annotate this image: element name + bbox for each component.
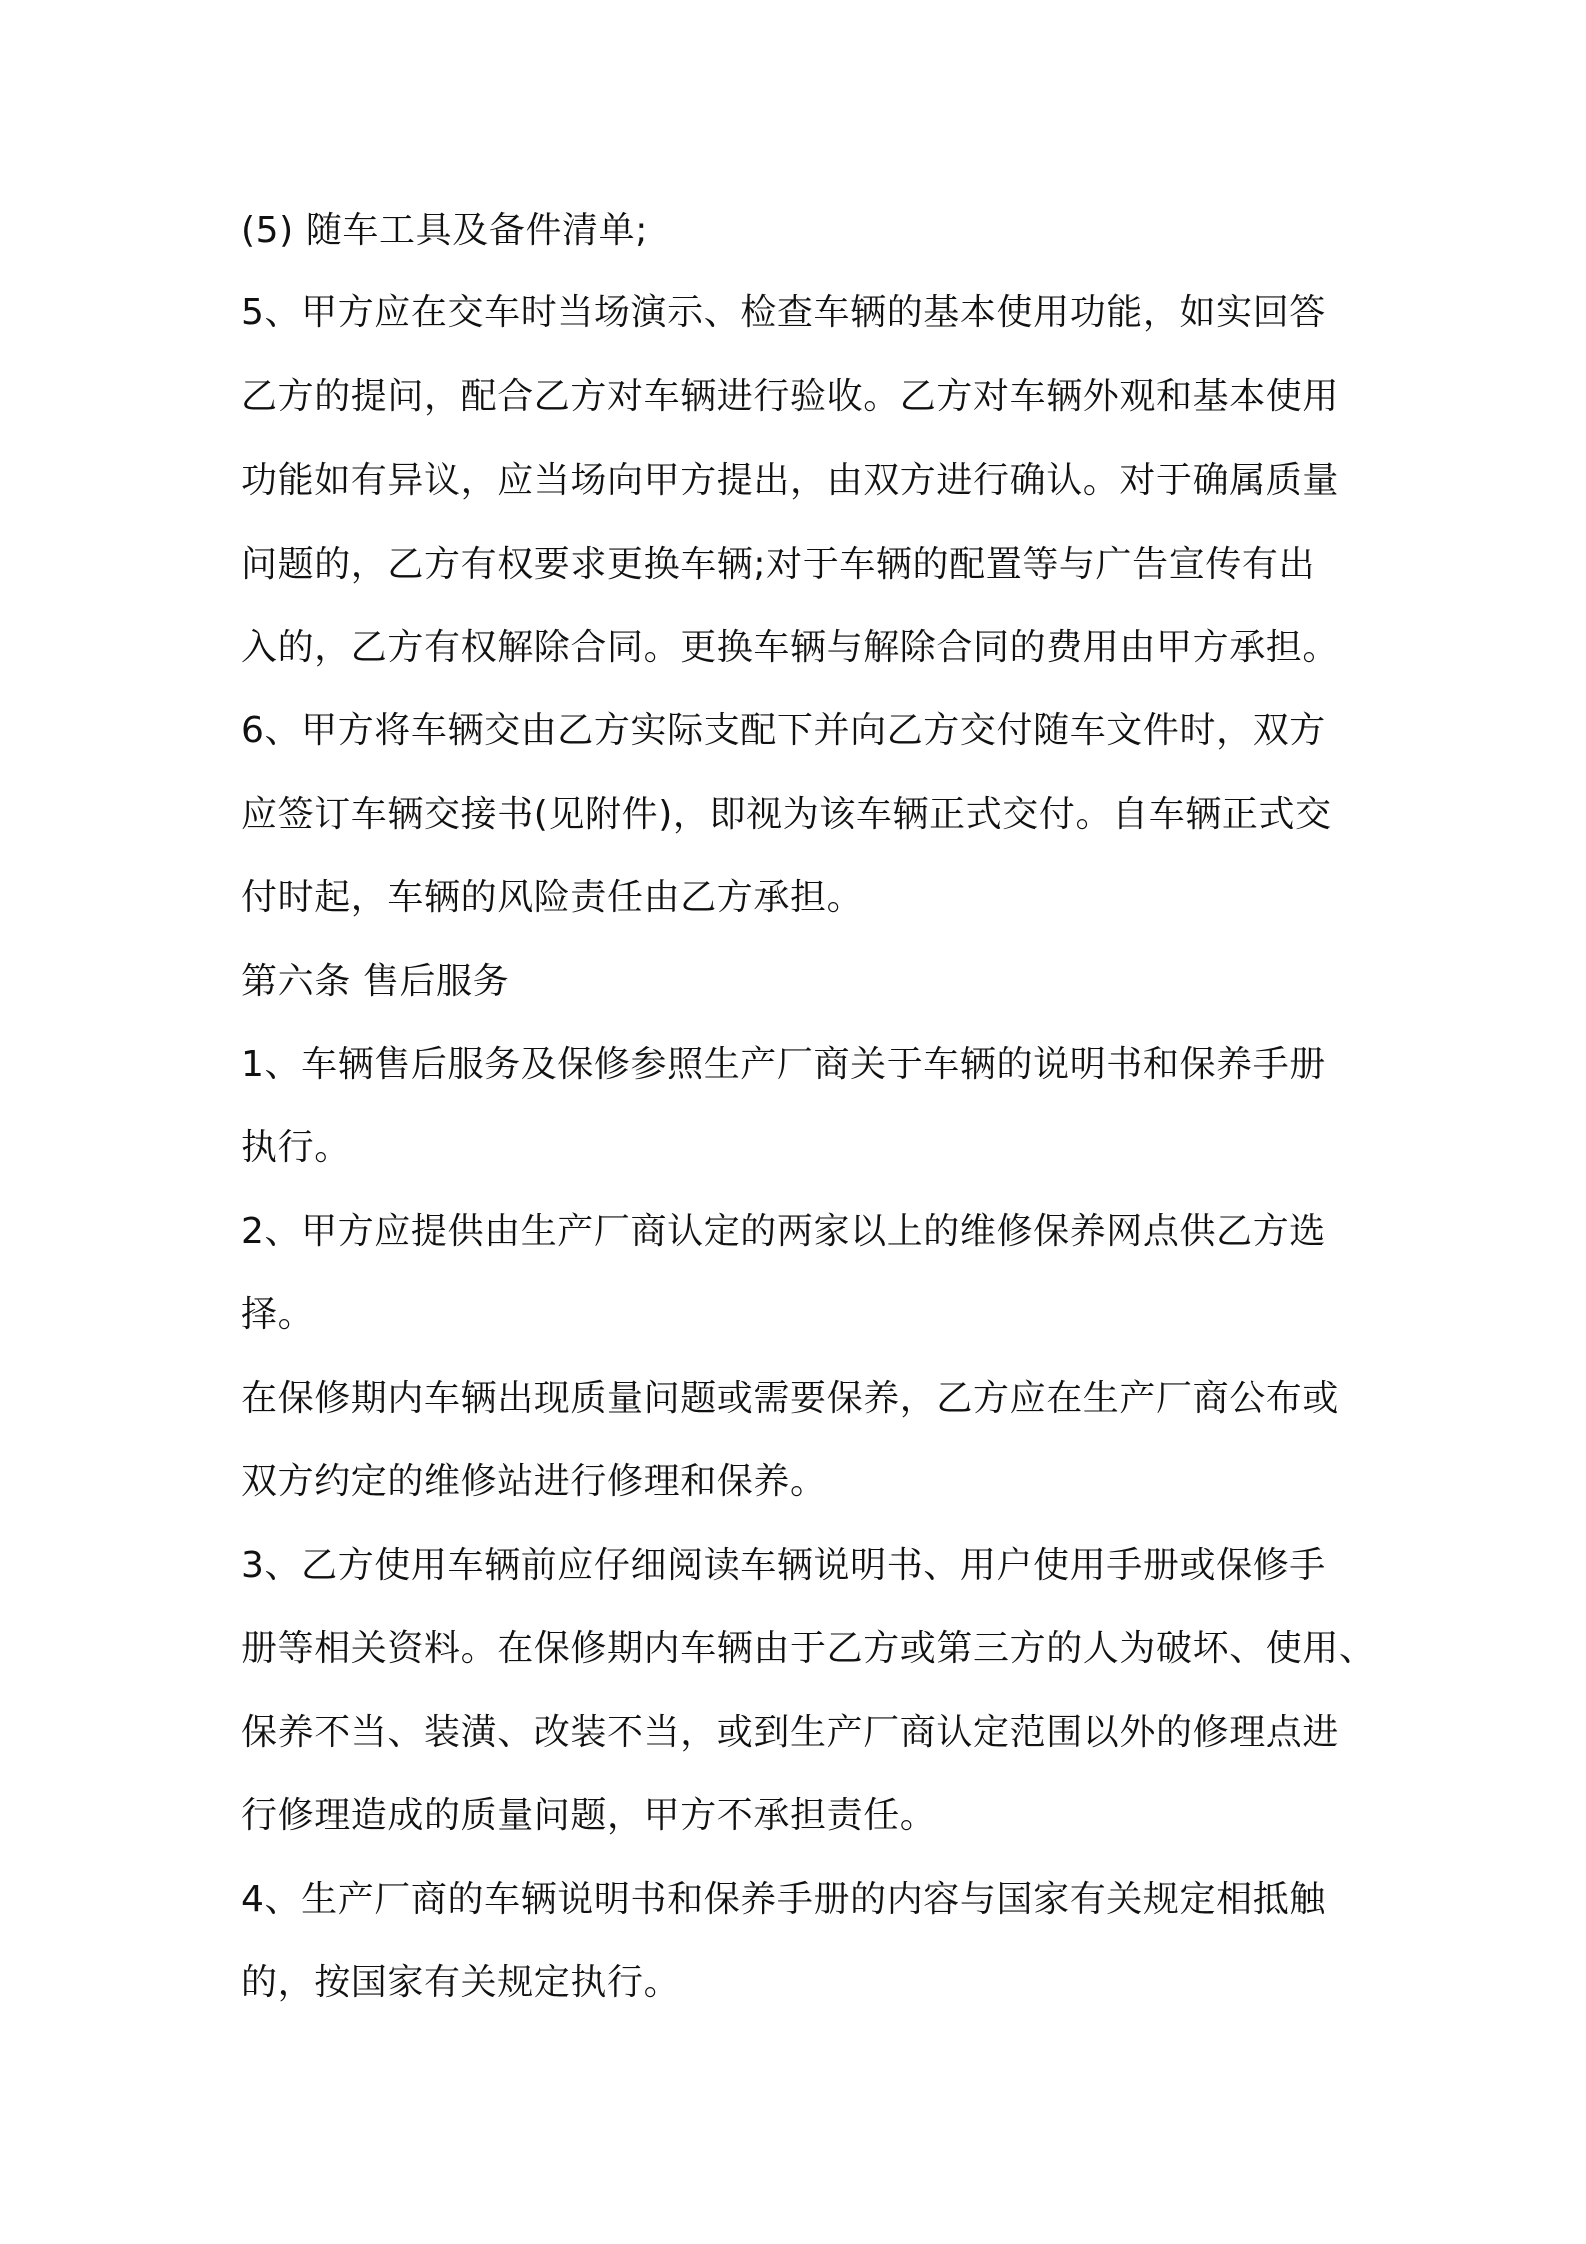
text-line: 应签订车辆交接书(见附件)，即视为该车辆正式交付。自车辆正式交 <box>241 794 1332 835</box>
text-line: 6、甲方将车辆交由乙方实际支配下并向乙方交付随车文件时，双方 <box>241 710 1326 751</box>
text-line: 5、甲方应在交车时当场演示、检查车辆的基本使用功能，如实回答 <box>241 292 1326 333</box>
section-heading: 第六条 售后服务 <box>241 961 510 1002</box>
text-line: 择。 <box>241 1294 315 1335</box>
text-line: (5) 随车工具及备件清单; <box>241 210 648 251</box>
text-line: 乙方的提问，配合乙方对车辆进行验收。乙方对车辆外观和基本使用 <box>241 376 1340 417</box>
text-line: 付时起，车辆的风险责任由乙方承担。 <box>241 877 864 918</box>
text-line: 双方约定的维修站进行修理和保养。 <box>241 1461 827 1502</box>
text-line: 的，按国家有关规定执行。 <box>241 1962 681 2003</box>
text-line: 保养不当、装潢、改装不当，或到生产厂商认定范围以外的修理点进 <box>241 1712 1340 1753</box>
text-line: 册等相关资料。在保修期内车辆由于乙方或第三方的人为破坏、使用、 <box>241 1628 1376 1669</box>
text-line: 执行。 <box>241 1127 351 1168</box>
text-line: 行修理造成的质量问题，甲方不承担责任。 <box>241 1795 937 1836</box>
text-line: 在保修期内车辆出现质量问题或需要保养，乙方应在生产厂商公布或 <box>241 1378 1340 1419</box>
text-line: 入的，乙方有权解除合同。更换车辆与解除合同的费用由甲方承担。 <box>241 627 1340 668</box>
text-line: 2、甲方应提供由生产厂商认定的两家以上的维修保养网点供乙方选 <box>241 1211 1326 1252</box>
text-line: 1、车辆售后服务及保修参照生产厂商关于车辆的说明书和保养手册 <box>241 1044 1326 1085</box>
text-line: 功能如有异议，应当场向甲方提出，由双方进行确认。对于确属质量 <box>241 460 1340 501</box>
text-line: 问题的，乙方有权要求更换车辆;对于车辆的配置等与广告宣传有出 <box>241 544 1316 585</box>
text-line: 3、乙方使用车辆前应仔细阅读车辆说明书、用户使用手册或保修手 <box>241 1545 1326 1586</box>
text-line: 4、生产厂商的车辆说明书和保养手册的内容与国家有关规定相抵触 <box>241 1879 1326 1920</box>
